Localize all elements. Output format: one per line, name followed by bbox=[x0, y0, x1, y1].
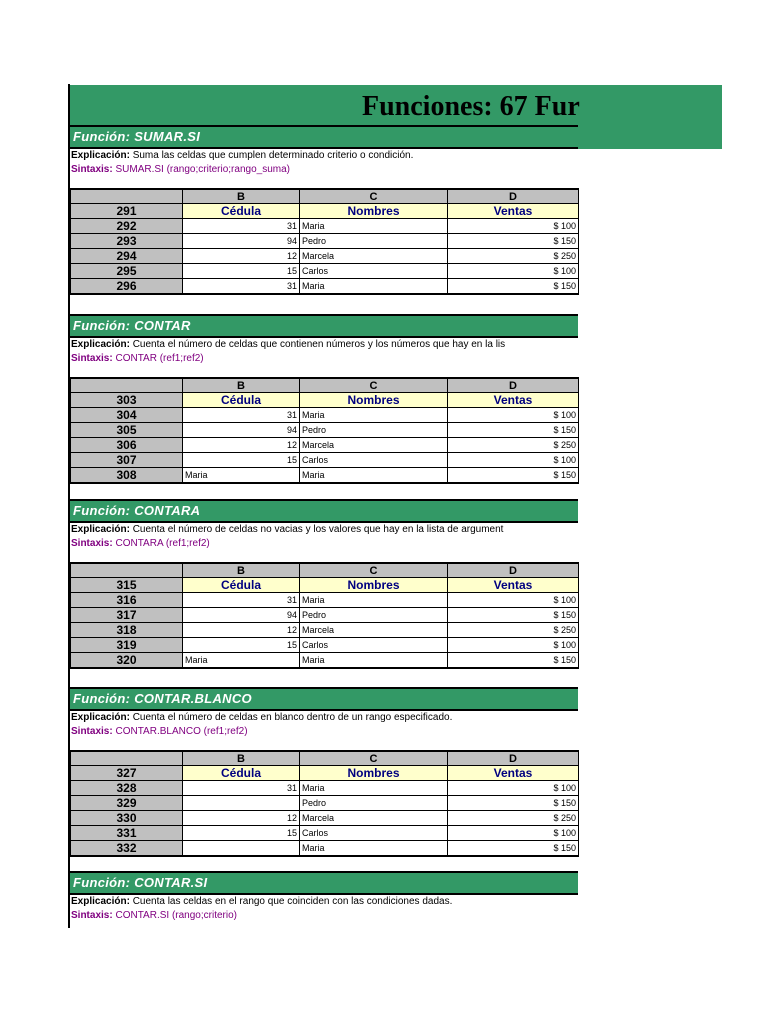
section-sumar-si bbox=[70, 125, 578, 295]
syntax-label: Sintaxis: bbox=[71, 164, 113, 175]
table-row bbox=[71, 811, 579, 826]
cell-nombre[interactable]: Maria bbox=[300, 279, 448, 295]
cell-cedula[interactable] bbox=[183, 841, 300, 857]
row-number[interactable]: 315 bbox=[71, 578, 183, 593]
cell-cedula[interactable]: Maria bbox=[183, 468, 300, 484]
cell-ventas[interactable]: $ 150 bbox=[448, 234, 579, 249]
row-number[interactable]: 307 bbox=[71, 453, 183, 468]
table-row bbox=[71, 796, 579, 811]
cell-cedula[interactable]: 94 bbox=[183, 234, 300, 249]
section-contar-blanco bbox=[70, 687, 578, 857]
table-row bbox=[71, 781, 579, 796]
function-name: CONTAR.BLANCO bbox=[134, 691, 252, 706]
table-row bbox=[71, 468, 579, 484]
table-row bbox=[71, 249, 579, 264]
syntax-text: CONTAR (ref1;ref2) bbox=[115, 353, 204, 364]
cell-ventas[interactable]: $ 100 bbox=[448, 826, 579, 841]
cell-cedula[interactable]: 12 bbox=[183, 438, 300, 453]
row-number[interactable]: 296 bbox=[71, 279, 183, 295]
cell-nombre[interactable]: Maria bbox=[300, 841, 448, 857]
column-header-c[interactable]: C bbox=[300, 378, 448, 393]
explanation-text: Cuenta el número de celdas no vacias y los valores que hay en la lista de argument bbox=[132, 524, 504, 535]
function-header bbox=[70, 499, 578, 523]
explanation-line bbox=[70, 149, 578, 163]
explanation-label: Explicación: bbox=[71, 712, 130, 723]
table-row bbox=[71, 438, 579, 453]
row-number[interactable]: 308 bbox=[71, 468, 183, 484]
column-header-d[interactable]: D bbox=[448, 378, 579, 393]
cell-nombre[interactable]: Pedro bbox=[300, 423, 448, 438]
cell-nombre[interactable]: Marcela bbox=[300, 438, 448, 453]
row-number[interactable]: 304 bbox=[71, 408, 183, 423]
explanation-text: Suma las celdas que cumplen determinado criterio o condición. bbox=[132, 150, 414, 161]
row-number[interactable]: 295 bbox=[71, 264, 183, 279]
column-header-b[interactable]: B bbox=[183, 563, 300, 578]
explanation-line bbox=[70, 895, 578, 909]
row-number[interactable]: 332 bbox=[71, 841, 183, 857]
table-row bbox=[71, 653, 579, 669]
column-header-b[interactable]: B bbox=[183, 751, 300, 766]
column-header-c[interactable]: C bbox=[300, 751, 448, 766]
cell-ventas[interactable]: $ 250 bbox=[448, 249, 579, 264]
table-row bbox=[71, 623, 579, 638]
column-header-b[interactable]: B bbox=[183, 189, 300, 204]
corner-cell bbox=[71, 563, 183, 578]
row-number[interactable]: 294 bbox=[71, 249, 183, 264]
cell-nombre[interactable]: Marcela bbox=[300, 623, 448, 638]
function-prefix: Función: bbox=[73, 129, 135, 144]
field-header-ventas[interactable]: Ventas bbox=[448, 393, 579, 408]
row-number[interactable]: 330 bbox=[71, 811, 183, 826]
syntax-text: SUMAR.SI (rango;criterio;rango_suma) bbox=[115, 164, 290, 175]
cell-ventas[interactable]: $ 100 bbox=[448, 638, 579, 653]
syntax-line bbox=[70, 725, 578, 739]
row-number[interactable]: 317 bbox=[71, 608, 183, 623]
cell-cedula[interactable]: 12 bbox=[183, 249, 300, 264]
row-number[interactable]: 316 bbox=[71, 593, 183, 608]
cell-ventas[interactable]: $ 100 bbox=[448, 264, 579, 279]
example-table bbox=[70, 377, 579, 484]
corner-cell bbox=[71, 189, 183, 204]
section-contara bbox=[70, 499, 578, 669]
cell-nombre[interactable]: Carlos bbox=[300, 826, 448, 841]
function-prefix: Función: bbox=[73, 691, 135, 706]
cell-ventas[interactable]: $ 100 bbox=[448, 219, 579, 234]
syntax-line bbox=[70, 537, 578, 551]
section-contar-si bbox=[70, 871, 578, 923]
syntax-line bbox=[70, 909, 578, 923]
function-header bbox=[70, 314, 578, 338]
cell-nombre[interactable]: Maria bbox=[300, 653, 448, 669]
explanation-label: Explicación: bbox=[71, 150, 130, 161]
cell-cedula[interactable]: 15 bbox=[183, 826, 300, 841]
row-number[interactable]: 329 bbox=[71, 796, 183, 811]
syntax-line bbox=[70, 352, 578, 366]
function-header bbox=[70, 125, 578, 149]
cell-ventas[interactable]: $ 100 bbox=[448, 453, 579, 468]
function-prefix: Función: bbox=[73, 318, 135, 333]
cell-nombre[interactable]: Maria bbox=[300, 408, 448, 423]
cell-cedula[interactable]: 15 bbox=[183, 638, 300, 653]
cell-nombre[interactable]: Maria bbox=[300, 593, 448, 608]
table-row bbox=[71, 279, 579, 295]
row-number[interactable]: 305 bbox=[71, 423, 183, 438]
cell-cedula[interactable]: 12 bbox=[183, 623, 300, 638]
field-header-cedula[interactable]: Cédula bbox=[183, 393, 300, 408]
example-table bbox=[70, 188, 579, 295]
section-contar bbox=[70, 314, 578, 484]
field-header-ventas[interactable]: Ventas bbox=[448, 578, 579, 593]
cell-ventas[interactable]: $ 100 bbox=[448, 593, 579, 608]
table-row bbox=[71, 453, 579, 468]
cell-ventas[interactable]: $ 250 bbox=[448, 811, 579, 826]
field-header-cedula[interactable]: Cédula bbox=[183, 766, 300, 781]
row-number[interactable]: 318 bbox=[71, 623, 183, 638]
explanation-line bbox=[70, 338, 578, 352]
cell-cedula[interactable]: 31 bbox=[183, 279, 300, 295]
cell-ventas[interactable]: $ 150 bbox=[448, 608, 579, 623]
row-number[interactable]: 303 bbox=[71, 393, 183, 408]
table-row bbox=[71, 841, 579, 857]
table-row bbox=[71, 638, 579, 653]
field-header-nombres[interactable]: Nombres bbox=[300, 393, 448, 408]
cell-nombre[interactable]: Maria bbox=[300, 781, 448, 796]
row-number[interactable]: 320 bbox=[71, 653, 183, 669]
column-header-d[interactable]: D bbox=[448, 563, 579, 578]
cell-ventas[interactable]: $ 250 bbox=[448, 438, 579, 453]
column-header-c[interactable]: C bbox=[300, 563, 448, 578]
cell-nombre[interactable]: Carlos bbox=[300, 638, 448, 653]
syntax-text: CONTARA (ref1;ref2) bbox=[115, 538, 210, 549]
corner-cell bbox=[71, 378, 183, 393]
cell-nombre[interactable]: Pedro bbox=[300, 796, 448, 811]
row-number[interactable]: 319 bbox=[71, 638, 183, 653]
function-header bbox=[70, 687, 578, 711]
page-title: Funciones: 67 Fur bbox=[362, 91, 580, 122]
cell-ventas[interactable]: $ 150 bbox=[448, 279, 579, 295]
row-number[interactable]: 328 bbox=[71, 781, 183, 796]
cell-cedula[interactable]: 15 bbox=[183, 453, 300, 468]
field-header-ventas[interactable]: Ventas bbox=[448, 204, 579, 219]
table-row bbox=[71, 423, 579, 438]
function-name: CONTAR.SI bbox=[134, 875, 208, 890]
cell-ventas[interactable]: $ 100 bbox=[448, 781, 579, 796]
field-header-cedula[interactable]: Cédula bbox=[183, 578, 300, 593]
explanation-line bbox=[70, 711, 578, 725]
cell-ventas[interactable]: $ 250 bbox=[448, 623, 579, 638]
function-header bbox=[70, 871, 578, 895]
cell-nombre[interactable]: Maria bbox=[300, 468, 448, 484]
row-number[interactable]: 306 bbox=[71, 438, 183, 453]
field-header-nombres[interactable]: Nombres bbox=[300, 766, 448, 781]
cell-nombre[interactable]: Pedro bbox=[300, 608, 448, 623]
cell-cedula[interactable]: 31 bbox=[183, 408, 300, 423]
syntax-text: CONTAR.BLANCO (ref1;ref2) bbox=[115, 726, 248, 737]
cell-cedula[interactable]: 31 bbox=[183, 593, 300, 608]
cell-nombre[interactable]: Marcela bbox=[300, 811, 448, 826]
cell-nombre[interactable]: Maria bbox=[300, 219, 448, 234]
cell-cedula[interactable]: 15 bbox=[183, 264, 300, 279]
example-table bbox=[70, 750, 579, 857]
table-row bbox=[71, 219, 579, 234]
explanation-text: Cuenta las celdas en el rango que coinciden con las condiciones dadas. bbox=[132, 896, 453, 907]
cell-nombre[interactable]: Carlos bbox=[300, 453, 448, 468]
field-header-nombres[interactable]: Nombres bbox=[300, 204, 448, 219]
field-header-cedula[interactable]: Cédula bbox=[183, 204, 300, 219]
cell-cedula[interactable]: 94 bbox=[183, 423, 300, 438]
column-header-d[interactable]: D bbox=[448, 751, 579, 766]
cell-ventas[interactable]: $ 150 bbox=[448, 423, 579, 438]
field-header-ventas[interactable]: Ventas bbox=[448, 766, 579, 781]
cell-cedula[interactable]: Maria bbox=[183, 653, 300, 669]
function-prefix: Función: bbox=[73, 503, 135, 518]
table-row bbox=[71, 234, 579, 249]
table-row bbox=[71, 264, 579, 279]
field-header-nombres[interactable]: Nombres bbox=[300, 578, 448, 593]
syntax-label: Sintaxis: bbox=[71, 726, 113, 737]
explanation-text: Cuenta el número de celdas en blanco dentro de un rango especificado. bbox=[132, 712, 453, 723]
corner-cell bbox=[71, 751, 183, 766]
cell-ventas[interactable]: $ 150 bbox=[448, 468, 579, 484]
function-name: CONTARA bbox=[134, 503, 201, 518]
column-header-c[interactable]: C bbox=[300, 189, 448, 204]
column-header-d[interactable]: D bbox=[448, 189, 579, 204]
row-number[interactable]: 291 bbox=[71, 204, 183, 219]
syntax-text: CONTAR.SI (rango;criterio) bbox=[115, 910, 237, 921]
cell-cedula[interactable] bbox=[183, 796, 300, 811]
cell-nombre[interactable]: Marcela bbox=[300, 249, 448, 264]
function-prefix: Función: bbox=[73, 875, 135, 890]
cell-cedula[interactable]: 31 bbox=[183, 781, 300, 796]
function-name: CONTAR bbox=[134, 318, 191, 333]
cell-ventas[interactable]: $ 150 bbox=[448, 653, 579, 669]
explanation-label: Explicación: bbox=[71, 896, 130, 907]
syntax-line bbox=[70, 163, 578, 177]
row-number[interactable]: 293 bbox=[71, 234, 183, 249]
function-name: SUMAR.SI bbox=[134, 129, 201, 144]
explanation-text: Cuenta el número de celdas que contienen números y los números que hay en la lis bbox=[132, 339, 506, 350]
cell-ventas[interactable]: $ 150 bbox=[448, 796, 579, 811]
cell-ventas[interactable]: $ 150 bbox=[448, 841, 579, 857]
cell-nombre[interactable]: Pedro bbox=[300, 234, 448, 249]
explanation-label: Explicación: bbox=[71, 339, 130, 350]
explanation-label: Explicación: bbox=[71, 524, 130, 535]
table-row bbox=[71, 826, 579, 841]
syntax-label: Sintaxis: bbox=[71, 910, 113, 921]
explanation-line bbox=[70, 523, 578, 537]
syntax-label: Sintaxis: bbox=[71, 538, 113, 549]
table-row bbox=[71, 408, 579, 423]
table-row bbox=[71, 593, 579, 608]
table-row bbox=[71, 608, 579, 623]
column-header-b[interactable]: B bbox=[183, 378, 300, 393]
row-number[interactable]: 327 bbox=[71, 766, 183, 781]
row-number[interactable]: 331 bbox=[71, 826, 183, 841]
row-number[interactable]: 292 bbox=[71, 219, 183, 234]
cell-cedula[interactable]: 12 bbox=[183, 811, 300, 826]
example-table bbox=[70, 562, 579, 669]
cell-cedula[interactable]: 31 bbox=[183, 219, 300, 234]
cell-cedula[interactable]: 94 bbox=[183, 608, 300, 623]
cell-nombre[interactable]: Carlos bbox=[300, 264, 448, 279]
syntax-label: Sintaxis: bbox=[71, 353, 113, 364]
cell-ventas[interactable]: $ 100 bbox=[448, 408, 579, 423]
